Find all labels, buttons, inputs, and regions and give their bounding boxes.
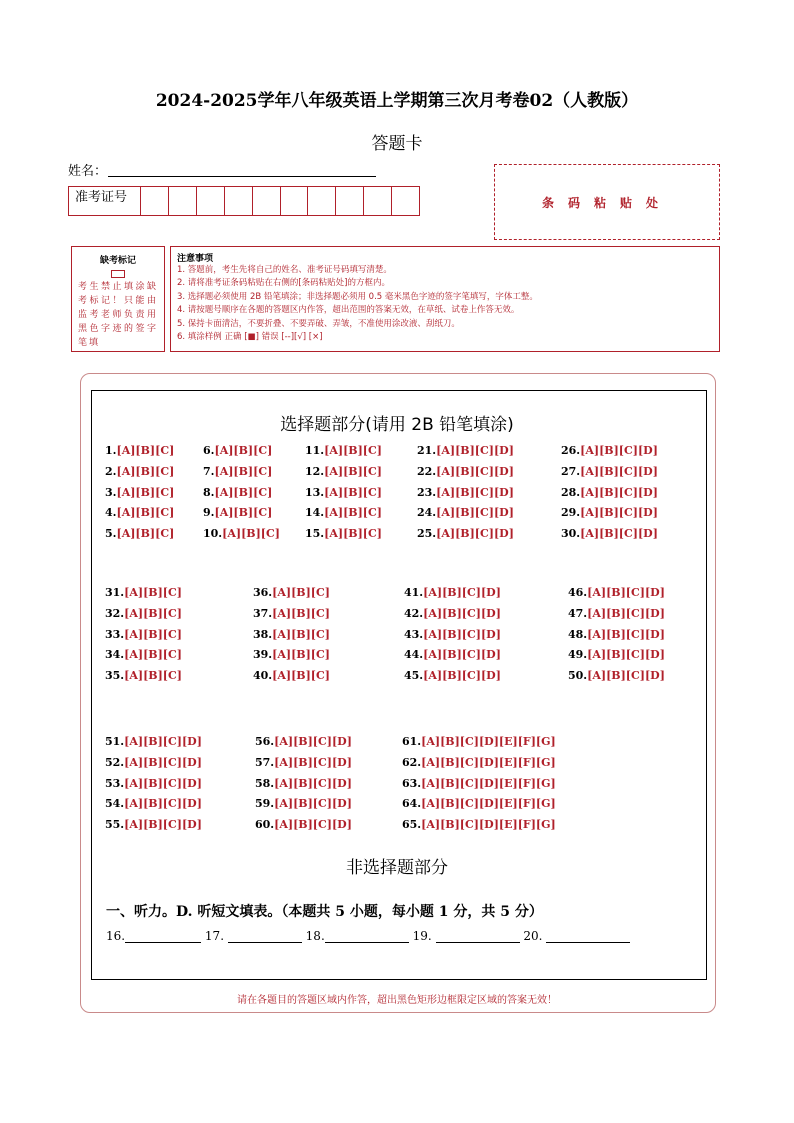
answer-options[interactable]: [A][B][C][D]	[436, 444, 514, 457]
choice-question[interactable]	[105, 669, 182, 682]
answer-options[interactable]: [A][B][C][D]	[587, 627, 665, 641]
note-line: 3. 选择题必须使用 2B 铅笔填涂；非选择题必须用 0.5 毫米黑色字迹的签字笔填写，字体工整。	[177, 291, 538, 302]
question-number: 13.	[305, 485, 325, 499]
answer-options[interactable]: [A][B][C]	[214, 464, 273, 478]
barcode-area	[494, 164, 720, 240]
answer-options[interactable]: [A][B][C]	[214, 485, 273, 499]
blank-number: 18.	[305, 929, 325, 943]
question-number: 53.	[105, 776, 125, 790]
question-number: 36.	[253, 586, 273, 599]
answer-options[interactable]: [A][B][C]	[222, 527, 280, 541]
footer-warning: 请在各题目的答题区域内作答，超出黑色矩形边框限定区域的答案无效！	[237, 995, 557, 1006]
note-line: 1. 答题前，考生先将自己的姓名、准考证号码填写清楚。	[177, 265, 392, 275]
choice-question[interactable]	[255, 818, 352, 831]
question-number: 54.	[105, 797, 125, 811]
absent-title: 缺考标记	[99, 256, 136, 266]
answer-options[interactable]: [A][B][C]	[272, 606, 330, 620]
blank-line[interactable]	[546, 930, 630, 943]
choice-question[interactable]	[255, 777, 352, 790]
question-number: 7.	[203, 464, 215, 478]
answer-options[interactable]: [A][B][C][D]	[124, 797, 202, 811]
answer-options[interactable]: [A][B][C]	[124, 606, 182, 620]
note-line: 6. 填涂样例 正确 [■] 错误 [--][√] [×]	[177, 332, 323, 343]
blank-line[interactable]	[325, 930, 409, 943]
choice-question[interactable]	[561, 465, 658, 478]
choice-question[interactable]	[105, 648, 182, 661]
choice-question[interactable]	[105, 607, 182, 620]
blank-line[interactable]	[125, 930, 201, 943]
answer-options[interactable]: [A][B][C][D]	[423, 586, 501, 599]
answer-options[interactable]: [A][B][C][D][E][F][G]	[421, 776, 556, 790]
absent-text: 考生禁止填涂缺考标记！只能由监考老师负责用黑色字迹的签字笔填	[78, 282, 158, 348]
question-number: 30.	[561, 527, 581, 541]
choice-question[interactable]	[404, 586, 501, 599]
question-number: 15.	[305, 527, 325, 541]
choice-question[interactable]	[203, 506, 272, 519]
answer-options[interactable]: [A][B][C][D]	[274, 755, 352, 769]
question-number: 9.	[203, 506, 215, 520]
choice-question[interactable]	[402, 735, 556, 748]
answer-options[interactable]: [A][B][C][D][E][F][G]	[421, 797, 556, 811]
question-number: 37.	[253, 606, 273, 620]
answer-options[interactable]: [A][B][C][D]	[580, 527, 658, 541]
answer-options[interactable]: [A][B][C][D]	[274, 818, 352, 832]
choice-question[interactable]	[203, 444, 272, 457]
choice-question[interactable]	[561, 486, 658, 499]
answer-options[interactable]: [A][B][C][D]	[580, 506, 658, 520]
answer-options[interactable]: [A][B][C]	[324, 464, 382, 478]
choice-question[interactable]	[253, 648, 330, 661]
answer-options[interactable]: [A][B][C][D][E][F][G]	[421, 755, 556, 769]
blank-row	[106, 929, 630, 943]
exam-number-cell[interactable]	[364, 187, 392, 215]
exam-number-cell[interactable]	[169, 187, 197, 215]
choice-question[interactable]	[105, 506, 174, 519]
question-number: 26.	[561, 444, 581, 457]
name-label: 姓名：	[68, 164, 108, 179]
question-number: 12.	[305, 464, 325, 478]
choice-question[interactable]	[404, 669, 501, 682]
question-number: 49.	[568, 648, 588, 662]
question-number: 33.	[105, 627, 125, 641]
question-number: 48.	[568, 627, 588, 641]
choice-question[interactable]	[105, 586, 182, 599]
question-number: 51.	[105, 735, 125, 748]
choice-question[interactable]	[568, 607, 665, 620]
answer-options[interactable]: [A][B][C][D]	[587, 606, 665, 620]
choice-question[interactable]	[253, 607, 330, 620]
question-number: 50.	[568, 669, 588, 683]
answer-options[interactable]: [A][B][C][D]	[124, 818, 202, 832]
question-number: 57.	[255, 755, 275, 769]
choice-question[interactable]	[417, 465, 514, 478]
answer-options[interactable]: [A][B][C][D]	[587, 586, 665, 599]
answer-options[interactable]: [A][B][C][D]	[580, 464, 658, 478]
choice-question[interactable]	[105, 756, 202, 769]
question-number: 8.	[203, 485, 215, 499]
question-number: 5.	[105, 527, 117, 541]
question-number: 24.	[417, 506, 437, 520]
answer-options[interactable]: [A][B][C][D]	[436, 527, 514, 541]
choice-question[interactable]	[305, 465, 382, 478]
answer-options[interactable]: [A][B][C][D]	[274, 776, 352, 790]
answer-options[interactable]: [A][B][C][D]	[436, 464, 514, 478]
choice-question[interactable]	[402, 756, 556, 769]
question-number: 39.	[253, 648, 273, 662]
question-number: 29.	[561, 506, 581, 520]
question-number: 60.	[255, 818, 275, 832]
answer-options[interactable]: [A][B][C][D][E][F][G]	[421, 818, 556, 832]
choice-question[interactable]	[105, 735, 202, 748]
exam-number-cell[interactable]	[308, 187, 336, 215]
answer-options[interactable]: [A][B][C]	[116, 506, 175, 520]
answer-options[interactable]: [A][B][C][D]	[423, 669, 501, 683]
choice-question[interactable]	[417, 506, 514, 519]
question-number: 62.	[402, 755, 422, 769]
notes-title: 注意事项	[177, 254, 214, 264]
answer-options[interactable]: [A][B][C]	[272, 669, 330, 683]
question-number: 65.	[402, 818, 422, 832]
answer-options[interactable]: [A][B][C][D]	[124, 776, 202, 790]
answer-options[interactable]: [A][B][C]	[124, 648, 182, 662]
answer-options[interactable]: [A][B][C][D]	[580, 485, 658, 499]
choice-question[interactable]	[105, 444, 174, 457]
answer-options[interactable]: [A][B][C]	[116, 444, 175, 457]
choice-section-title: 选择题部分(请用 2B 铅笔填涂)	[280, 415, 514, 435]
blank-number: 20.	[523, 929, 543, 943]
answer-options[interactable]: [A][B][C]	[116, 464, 175, 478]
answer-options[interactable]: [A][B][C]	[272, 648, 330, 662]
question-number: 6.	[203, 444, 215, 457]
exam-number-cell[interactable]	[336, 187, 364, 215]
choice-question[interactable]	[255, 756, 352, 769]
choice-question[interactable]	[305, 527, 382, 540]
choice-question[interactable]	[105, 486, 174, 499]
choice-question[interactable]	[568, 648, 665, 661]
question-number: 11.	[305, 444, 325, 457]
note-line: 4. 请按题号顺序在各题的答题区内作答，超出范围的答案无效，在草纸、试卷上作答无效。	[177, 305, 520, 316]
choice-question[interactable]	[402, 777, 556, 790]
question-number: 63.	[402, 776, 422, 790]
choice-question[interactable]	[561, 444, 658, 457]
question-number: 47.	[568, 606, 588, 620]
choice-question[interactable]	[305, 444, 382, 457]
answer-options[interactable]: [A][B][C]	[124, 669, 182, 683]
choice-question[interactable]	[105, 818, 202, 831]
blank-number: 16.	[106, 929, 126, 943]
choice-question[interactable]	[417, 527, 514, 540]
listening-part-title: 一、听力。D. 听短文填表。（本题共 5 小题，每小题 1 分，共 5 分）	[106, 904, 543, 920]
notes-box	[170, 246, 720, 352]
choice-question[interactable]	[561, 527, 658, 540]
blank-number: 19.	[412, 929, 432, 943]
question-number: 55.	[105, 818, 125, 832]
choice-question[interactable]	[402, 818, 556, 831]
choice-question[interactable]	[253, 628, 330, 641]
answer-options[interactable]: [A][B][C]	[324, 527, 382, 541]
blank-line[interactable]	[436, 930, 520, 943]
answer-options[interactable]: [A][B][C][D]	[587, 669, 665, 683]
answer-options[interactable]: [A][B][C][D]	[274, 735, 352, 748]
answer-options[interactable]: [A][B][C]	[116, 485, 175, 499]
question-number: 64.	[402, 797, 422, 811]
note-line: 5. 保持卡面清洁，不要折叠、不要弄破、弄皱，不准使用涂改液、刮纸刀。	[177, 318, 460, 329]
answer-options[interactable]: [A][B][C]	[116, 527, 175, 541]
question-number: 22.	[417, 464, 437, 478]
question-number: 46.	[568, 586, 588, 599]
choice-question[interactable]	[404, 607, 501, 620]
exam-number-cell[interactable]	[253, 187, 281, 215]
question-number: 34.	[105, 648, 125, 662]
question-number: 27.	[561, 464, 581, 478]
choice-question[interactable]	[105, 777, 202, 790]
choice-question[interactable]	[105, 797, 202, 810]
name-field[interactable]	[108, 176, 376, 177]
question-number: 61.	[402, 735, 422, 748]
choice-question[interactable]	[404, 648, 501, 661]
choice-question[interactable]	[105, 628, 182, 641]
question-number: 35.	[105, 669, 125, 683]
answer-options[interactable]: [A][B][C][D]	[423, 627, 501, 641]
question-number: 28.	[561, 485, 581, 499]
choice-question[interactable]	[561, 506, 658, 519]
choice-question[interactable]	[203, 486, 272, 499]
answer-area-frame	[91, 390, 707, 980]
choice-question[interactable]	[203, 527, 280, 540]
answer-options[interactable]: [A][B][C]	[214, 444, 273, 457]
answer-options[interactable]: [A][B][C][D]	[423, 648, 501, 662]
exam-number-box	[68, 186, 420, 216]
question-number: 1.	[105, 444, 117, 457]
question-number: 2.	[105, 464, 117, 478]
choice-question[interactable]	[105, 527, 174, 540]
exam-number-cell[interactable]	[281, 187, 309, 215]
choice-question[interactable]	[253, 669, 330, 682]
choice-question[interactable]	[568, 586, 665, 599]
exam-number-cell[interactable]	[141, 187, 169, 215]
answer-options[interactable]: [A][B][C]	[214, 506, 273, 520]
page-subtitle: 答题卡	[371, 134, 423, 154]
exam-number-label: 准考证号	[69, 187, 141, 215]
question-number: 45.	[404, 669, 424, 683]
answer-options[interactable]: [A][B][C]	[324, 485, 382, 499]
answer-options[interactable]: [A][B][C]	[272, 627, 330, 641]
question-number: 31.	[105, 586, 125, 599]
answer-options[interactable]: [A][B][C][D]	[436, 485, 514, 499]
page-title: 2024-2025学年八年级英语上学期第三次月考卷02（人教版）	[155, 91, 639, 111]
non-choice-section-title: 非选择题部分	[346, 858, 448, 878]
exam-number-cell[interactable]	[197, 187, 225, 215]
choice-question[interactable]	[305, 486, 382, 499]
question-number: 44.	[404, 648, 424, 662]
blank-number: 17.	[204, 929, 225, 943]
answer-options[interactable]: [A][B][C]	[124, 627, 182, 641]
question-number: 21.	[417, 444, 437, 457]
question-number: 10.	[203, 527, 223, 541]
choice-question[interactable]	[568, 669, 665, 682]
answer-options[interactable]: [A][B][C]	[324, 506, 382, 520]
question-number: 41.	[404, 586, 424, 599]
answer-options[interactable]: [A][B][C][D][E][F][G]	[421, 735, 556, 748]
exam-number-cell[interactable]	[225, 187, 253, 215]
question-number: 52.	[105, 755, 125, 769]
choice-question[interactable]	[253, 586, 330, 599]
answer-options[interactable]: [A][B][C][D]	[423, 606, 501, 620]
choice-question[interactable]	[255, 735, 352, 748]
question-number: 4.	[105, 506, 117, 520]
question-number: 42.	[404, 606, 424, 620]
choice-question[interactable]	[105, 465, 174, 478]
choice-question[interactable]	[568, 628, 665, 641]
question-number: 58.	[255, 776, 275, 790]
note-line: 2. 请将准考证条码粘贴在右侧的[条码粘贴处]的方框内。	[177, 278, 390, 289]
answer-options[interactable]: [A][B][C][D]	[580, 444, 658, 457]
answer-options[interactable]: [A][B][C]	[272, 586, 330, 599]
choice-question[interactable]	[404, 628, 501, 641]
choice-question[interactable]	[255, 797, 352, 810]
question-number: 59.	[255, 797, 275, 811]
answer-options[interactable]: [A][B][C][D]	[274, 797, 352, 811]
question-number: 3.	[105, 485, 117, 499]
question-number: 38.	[253, 627, 273, 641]
absent-mark-box	[71, 246, 165, 352]
exam-number-cell[interactable]	[392, 187, 419, 215]
choice-question[interactable]	[402, 797, 556, 810]
question-number: 43.	[404, 627, 424, 641]
choice-question[interactable]	[417, 444, 514, 457]
question-number: 32.	[105, 606, 125, 620]
question-number: 14.	[305, 506, 325, 520]
absent-checkbox[interactable]	[111, 270, 125, 278]
barcode-label: 条码粘贴处	[541, 195, 672, 210]
answer-options[interactable]: [A][B][C]	[124, 586, 182, 599]
answer-options[interactable]: [A][B][C][D]	[124, 755, 202, 769]
question-number: 23.	[417, 485, 437, 499]
answer-options[interactable]: [A][B][C][D]	[436, 506, 514, 520]
question-number: 25.	[417, 527, 437, 541]
question-number: 56.	[255, 735, 275, 748]
blank-line[interactable]	[228, 930, 302, 943]
choice-question[interactable]	[305, 506, 382, 519]
answer-options[interactable]: [A][B][C]	[324, 444, 382, 457]
question-number: 40.	[253, 669, 273, 683]
answer-options[interactable]: [A][B][C][D]	[587, 648, 665, 662]
choice-question[interactable]	[417, 486, 514, 499]
answer-options[interactable]: [A][B][C][D]	[124, 735, 202, 748]
choice-question[interactable]	[203, 465, 272, 478]
